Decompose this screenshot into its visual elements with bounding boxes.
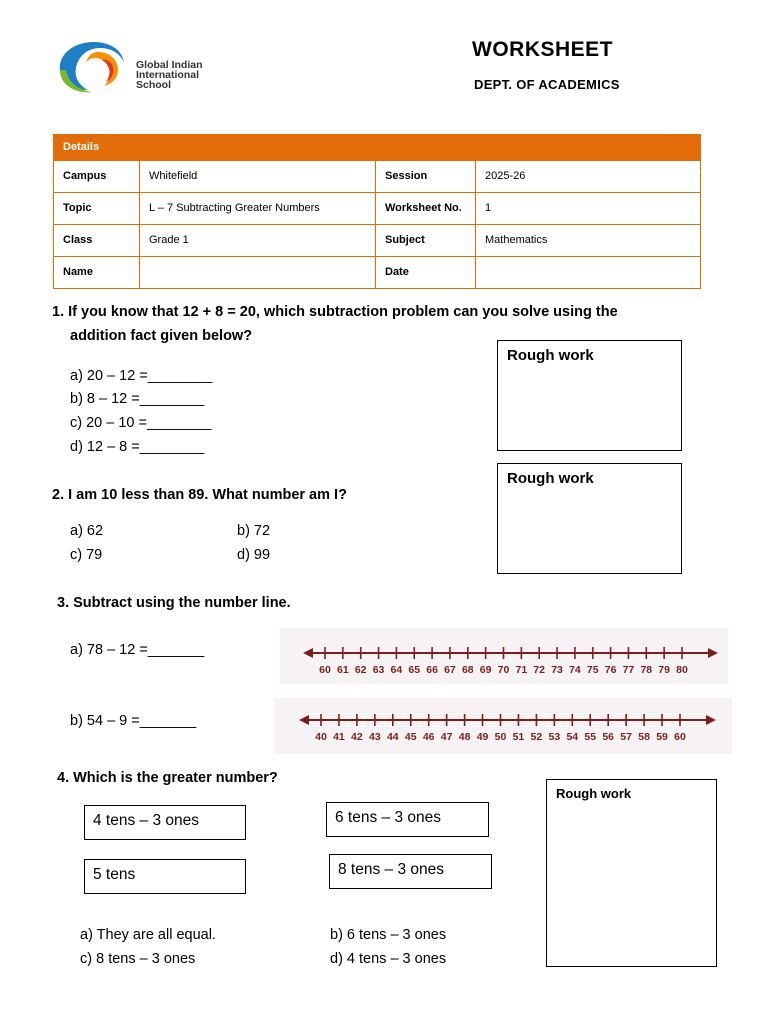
number-line-label: 51 [512,731,525,743]
number-line-label: 56 [602,731,615,743]
number-line-label: 61 [337,664,349,676]
number-line-label: 72 [533,664,546,676]
number-line-label: 71 [515,664,528,676]
number-line-label: 77 [622,664,635,676]
details-label: Worksheet No. [376,193,476,224]
arrow-right-icon [706,715,716,725]
number-line-label: 58 [638,731,650,743]
question-1-text-cont: addition fact given below? [70,328,253,344]
number-box-4: 8 tens – 3 ones [329,854,492,889]
question-1-text: 1. If you know that 12 + 8 = 20, which subtraction problem can you solve using the [52,304,618,320]
question-2-option-c: c) 79 [70,547,103,563]
number-box-2: 6 tens – 3 ones [326,802,489,837]
date-field[interactable] [476,257,700,288]
number-line-label: 54 [566,731,579,743]
department-label: DEPT. OF ACADEMICS [474,77,620,92]
name-field[interactable] [140,257,376,288]
details-row [54,256,700,288]
details-label: Session [376,161,476,192]
school-name: Global Indian International School [136,59,203,91]
details-heading: Details [54,135,700,160]
question-1-option-c: c) 20 – 10 =________ [70,415,212,431]
question-1-option-a: a) 20 – 12 =________ [70,368,213,384]
arrow-right-icon [708,648,718,658]
details-row [54,224,700,256]
number-line-a-svg [280,628,728,684]
number-line-label: 48 [458,731,471,743]
details-label: Subject [376,225,476,256]
number-line-label: 76 [604,664,617,676]
question-1-option-d: d) 12 – 8 =________ [70,439,205,455]
arrow-left-icon [303,648,313,658]
details-value: 1 [485,202,492,214]
details-value: Whitefield [140,161,376,192]
number-line-label: 70 [497,664,510,676]
number-line-label: 67 [444,664,456,676]
number-line-a [280,628,728,684]
number-line-label: 80 [676,664,688,676]
question-4-option-a: a) They are all equal. [80,927,216,943]
number-line-label: 74 [569,664,581,676]
question-3-text: 3. Subtract using the number line. [57,595,291,611]
number-line-label: 43 [369,731,381,743]
number-line-b [274,698,732,754]
number-line-label: 57 [620,731,632,743]
number-line-label: 65 [408,664,421,676]
rough-work-box-1[interactable] [497,340,682,451]
rough-work-box-2[interactable] [497,463,682,574]
arrow-left-icon [299,715,309,725]
number-line-label: 42 [351,731,363,743]
number-line-label: 52 [530,731,543,743]
rough-work-label: Rough work [556,786,632,801]
number-box-1: 4 tens – 3 ones [84,805,246,840]
number-line-label: 50 [494,731,507,743]
number-line-b-svg [274,698,732,754]
details-label: Campus [54,161,140,192]
number-line-label: 66 [426,664,438,676]
question-3-part-b: b) 54 – 9 =_______ [70,713,197,729]
number-line-label: 44 [386,731,399,743]
details-row [54,192,700,224]
number-line-label: 60 [319,664,331,676]
worksheet-title: WORKSHEET [472,38,613,61]
number-box-3: 5 tens [84,859,246,894]
details-value: Mathematics [485,234,548,246]
number-line-label: 79 [658,664,670,676]
number-line-label: 63 [372,664,385,676]
question-2-text: 2. I am 10 less than 89. What number am I? [52,487,347,503]
details-label: Date [376,257,476,288]
number-line-label: 69 [479,664,492,676]
rough-work-box-3[interactable] [546,779,717,967]
details-value: 2025-26 [485,170,526,182]
details-label: Name [54,257,140,288]
question-1-option-b: b) 8 – 12 =________ [70,391,205,407]
number-line-label: 62 [354,664,367,676]
details-table [53,134,701,289]
number-line-label: 78 [640,664,653,676]
number-line-label: 46 [422,731,435,743]
number-line-label: 45 [404,731,417,743]
school-logo [54,38,134,94]
question-2-option-a: a) 62 [70,523,104,539]
rough-work-label: Rough work [507,470,594,487]
number-line-label: 41 [333,731,345,743]
number-line-label: 75 [586,664,599,676]
details-label: Topic [54,193,140,224]
question-2-option-b: b) 72 [237,523,271,539]
question-2-option-d: d) 99 [237,547,271,563]
question-3-part-a: a) 78 – 12 =_______ [70,642,205,658]
rough-work-label: Rough work [507,347,594,364]
number-line-label: 49 [476,731,489,743]
number-line-label: 73 [551,664,563,676]
details-value: L – 7 Subtracting Greater Numbers [140,193,376,224]
question-4-text: 4. Which is the greater number? [57,770,278,786]
number-line-label: 64 [390,664,403,676]
number-line-label: 68 [461,664,474,676]
details-row [54,160,700,192]
number-line-label: 40 [315,731,327,743]
question-4-option-d: d) 4 tens – 3 ones [330,951,447,967]
number-line-label: 60 [674,731,686,743]
number-line-label: 53 [548,731,561,743]
question-4-option-b: b) 6 tens – 3 ones [330,927,447,943]
number-line-label: 47 [440,731,453,743]
number-line-label: 59 [656,731,668,743]
number-line-label: 55 [584,731,597,743]
details-value: Grade 1 [140,225,376,256]
details-label: Class [54,225,140,256]
question-4-option-c: c) 8 tens – 3 ones [80,951,196,967]
